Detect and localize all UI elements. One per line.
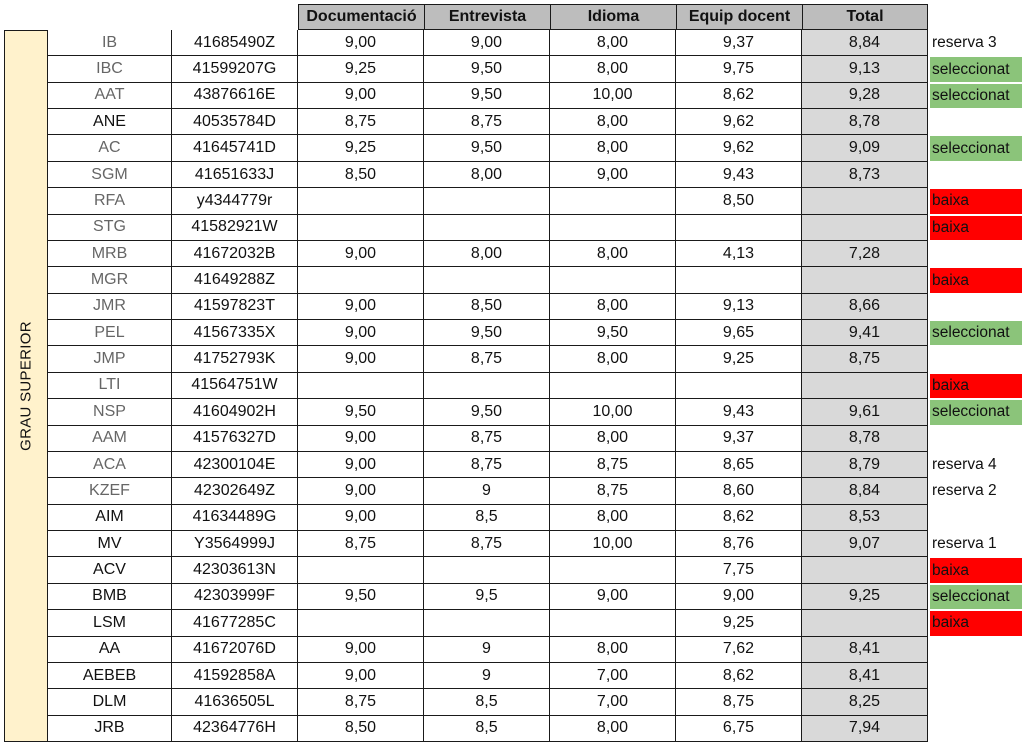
idioma-cell: 8,00 — [550, 716, 676, 742]
equip-docent-cell: 9,62 — [676, 135, 802, 161]
equip-docent-cell: 8,62 — [676, 83, 802, 109]
total-cell: 9,28 — [802, 83, 928, 109]
entrevista-cell — [424, 267, 550, 293]
code-cell: AAM — [48, 426, 172, 452]
idioma-cell: 8,00 — [550, 426, 676, 452]
entrevista-cell: 8,5 — [424, 505, 550, 531]
id-cell: 41677285C — [172, 610, 298, 636]
code-cell: AAT — [48, 83, 172, 109]
idioma-cell: 7,00 — [550, 663, 676, 689]
equip-docent-cell: 6,75 — [676, 716, 802, 742]
documentacio-cell: 9,00 — [298, 30, 424, 56]
idioma-cell: 8,00 — [550, 241, 676, 267]
code-cell: JMR — [48, 294, 172, 320]
status-label: reserva 4 — [932, 456, 997, 474]
table-row — [0, 531, 1024, 557]
total-cell — [802, 610, 928, 636]
table-row — [0, 320, 1024, 346]
idioma-cell: 8,00 — [550, 505, 676, 531]
entrevista-cell: 9,50 — [424, 320, 550, 346]
code-cell: MGR — [48, 267, 172, 293]
table-row — [0, 637, 1024, 663]
table-row — [0, 162, 1024, 188]
equip-docent-cell: 9,43 — [676, 399, 802, 425]
idioma-cell — [550, 267, 676, 293]
code-cell: AEBEB — [48, 663, 172, 689]
table-row — [0, 241, 1024, 267]
total-cell: 9,13 — [802, 56, 928, 82]
status-label — [930, 242, 1022, 266]
idioma-cell: 8,75 — [550, 478, 676, 504]
documentacio-cell: 8,75 — [298, 689, 424, 715]
documentacio-cell — [298, 267, 424, 293]
entrevista-cell: 8,75 — [424, 346, 550, 372]
table-row — [0, 109, 1024, 135]
equip-docent-cell: 4,13 — [676, 241, 802, 267]
id-cell: 41685490Z — [172, 30, 298, 56]
id-cell: 41672076D — [172, 637, 298, 663]
documentacio-cell: 9,00 — [298, 346, 424, 372]
id-cell: 42303999F — [172, 584, 298, 610]
group-label: GRAU SUPERIOR — [17, 321, 35, 451]
status-label — [930, 506, 1022, 530]
total-cell: 9,41 — [802, 320, 928, 346]
total-cell: 8,79 — [802, 452, 928, 478]
status-label: seleccionat — [930, 136, 1022, 160]
code-cell: IBC — [48, 56, 172, 82]
status-label: reserva 3 — [932, 34, 997, 52]
code-cell: SGM — [48, 162, 172, 188]
id-cell: 40535784D — [172, 109, 298, 135]
equip-docent-cell — [676, 267, 802, 293]
total-cell — [802, 188, 928, 214]
total-cell: 8,75 — [802, 346, 928, 372]
idioma-cell — [550, 557, 676, 583]
documentacio-cell — [298, 557, 424, 583]
documentacio-cell — [298, 610, 424, 636]
id-cell: y4344779r — [172, 188, 298, 214]
entrevista-cell: 8,5 — [424, 689, 550, 715]
documentacio-cell: 9,00 — [298, 83, 424, 109]
equip-docent-cell: 9,13 — [676, 294, 802, 320]
equip-docent-cell: 9,75 — [676, 56, 802, 82]
idioma-cell: 9,00 — [550, 584, 676, 610]
equip-docent-cell: 8,60 — [676, 478, 802, 504]
idioma-cell — [550, 188, 676, 214]
equip-docent-cell: 9,37 — [676, 426, 802, 452]
status-label: seleccionat — [930, 585, 1022, 609]
entrevista-cell — [424, 610, 550, 636]
documentacio-cell: 9,00 — [298, 663, 424, 689]
total-cell — [802, 557, 928, 583]
documentacio-cell: 9,25 — [298, 135, 424, 161]
equip-docent-cell — [676, 215, 802, 241]
total-cell: 8,41 — [802, 637, 928, 663]
id-cell: 41634489G — [172, 505, 298, 531]
idioma-cell: 7,00 — [550, 689, 676, 715]
entrevista-cell: 8,75 — [424, 109, 550, 135]
documentacio-cell: 8,50 — [298, 716, 424, 742]
documentacio-cell: 9,00 — [298, 478, 424, 504]
total-cell — [802, 215, 928, 241]
equip-docent-cell: 8,62 — [676, 663, 802, 689]
status-label: seleccionat — [930, 400, 1022, 424]
documentacio-cell: 9,00 — [298, 426, 424, 452]
total-cell: 8,84 — [802, 478, 928, 504]
header-entrevista: Entrevista — [424, 4, 551, 30]
header-documentacio: Documentació — [298, 4, 425, 30]
status-label — [930, 427, 1022, 451]
header-idioma: Idioma — [550, 4, 677, 30]
table-row — [0, 452, 1024, 478]
status-label — [930, 110, 1022, 134]
id-cell: 41649288Z — [172, 267, 298, 293]
status-label: seleccionat — [930, 321, 1022, 345]
equip-docent-cell: 9,62 — [676, 109, 802, 135]
id-cell: 43876616E — [172, 83, 298, 109]
total-cell: 8,41 — [802, 663, 928, 689]
documentacio-cell — [298, 373, 424, 399]
table-row — [0, 478, 1024, 504]
entrevista-cell: 8,00 — [424, 162, 550, 188]
entrevista-cell — [424, 215, 550, 241]
entrevista-cell — [424, 373, 550, 399]
status-label: baixa — [930, 374, 1022, 398]
total-cell: 8,25 — [802, 689, 928, 715]
status-label — [930, 690, 1022, 714]
equip-docent-cell: 9,25 — [676, 610, 802, 636]
entrevista-cell: 8,5 — [424, 716, 550, 742]
status-label: baixa — [930, 189, 1022, 213]
table-row — [0, 215, 1024, 241]
entrevista-cell: 8,75 — [424, 531, 550, 557]
table-row — [0, 557, 1024, 583]
code-cell: DLM — [48, 689, 172, 715]
id-cell: 41597823T — [172, 294, 298, 320]
table-row — [0, 373, 1024, 399]
total-cell — [802, 373, 928, 399]
total-cell — [802, 267, 928, 293]
idioma-cell: 10,00 — [550, 83, 676, 109]
entrevista-cell: 9,50 — [424, 135, 550, 161]
status-label — [930, 638, 1022, 662]
id-cell: 41672032B — [172, 241, 298, 267]
id-cell: 41576327D — [172, 426, 298, 452]
table-row — [0, 188, 1024, 214]
status-label: baixa — [930, 611, 1022, 635]
equip-docent-cell: 8,50 — [676, 188, 802, 214]
code-cell: AC — [48, 135, 172, 161]
equip-docent-cell: 7,62 — [676, 637, 802, 663]
table-row — [0, 83, 1024, 109]
table-row — [0, 294, 1024, 320]
equip-docent-cell: 9,43 — [676, 162, 802, 188]
status-label — [930, 347, 1022, 371]
total-cell: 8,53 — [802, 505, 928, 531]
idioma-cell: 8,75 — [550, 452, 676, 478]
status-label — [930, 295, 1022, 319]
equip-docent-cell: 9,00 — [676, 584, 802, 610]
idioma-cell — [550, 215, 676, 241]
idioma-cell: 10,00 — [550, 399, 676, 425]
table-row — [0, 610, 1024, 636]
status-label — [930, 717, 1022, 741]
entrevista-cell: 8,50 — [424, 294, 550, 320]
documentacio-cell: 9,00 — [298, 294, 424, 320]
status-label — [930, 664, 1022, 688]
equip-docent-cell: 8,65 — [676, 452, 802, 478]
equip-docent-cell — [676, 373, 802, 399]
code-cell: AIM — [48, 505, 172, 531]
status-label: seleccionat — [930, 57, 1022, 81]
table-row — [0, 505, 1024, 531]
entrevista-cell: 9 — [424, 663, 550, 689]
entrevista-cell: 9,50 — [424, 56, 550, 82]
documentacio-cell: 9,50 — [298, 584, 424, 610]
table-row — [0, 663, 1024, 689]
id-cell: 41592858A — [172, 663, 298, 689]
total-cell: 9,09 — [802, 135, 928, 161]
id-cell: 41752793K — [172, 346, 298, 372]
documentacio-cell: 8,75 — [298, 531, 424, 557]
code-cell: RFA — [48, 188, 172, 214]
code-cell: ANE — [48, 109, 172, 135]
entrevista-cell — [424, 557, 550, 583]
table-row — [0, 399, 1024, 425]
table-row — [0, 584, 1024, 610]
documentacio-cell: 8,75 — [298, 109, 424, 135]
code-cell: NSP — [48, 399, 172, 425]
equip-docent-cell: 9,65 — [676, 320, 802, 346]
table-row — [0, 426, 1024, 452]
documentacio-cell: 9,00 — [298, 320, 424, 346]
equip-docent-cell: 8,76 — [676, 531, 802, 557]
entrevista-cell: 9 — [424, 637, 550, 663]
table-row — [0, 267, 1024, 293]
code-cell: STG — [48, 215, 172, 241]
documentacio-cell: 9,00 — [298, 637, 424, 663]
total-cell: 9,61 — [802, 399, 928, 425]
documentacio-cell: 9,00 — [298, 241, 424, 267]
table-row — [0, 135, 1024, 161]
idioma-cell: 8,00 — [550, 135, 676, 161]
documentacio-cell: 9,00 — [298, 505, 424, 531]
code-cell: LTI — [48, 373, 172, 399]
entrevista-cell: 9,50 — [424, 83, 550, 109]
documentacio-cell — [298, 188, 424, 214]
equip-docent-cell: 7,75 — [676, 557, 802, 583]
code-cell: ACA — [48, 452, 172, 478]
table-row — [0, 56, 1024, 82]
documentacio-cell: 9,25 — [298, 56, 424, 82]
header-total: Total — [802, 4, 928, 30]
id-cell: 41645741D — [172, 135, 298, 161]
id-cell: 42302649Z — [172, 478, 298, 504]
equip-docent-cell: 8,62 — [676, 505, 802, 531]
equip-docent-cell: 9,37 — [676, 30, 802, 56]
documentacio-cell: 9,50 — [298, 399, 424, 425]
idioma-cell: 9,00 — [550, 162, 676, 188]
idioma-cell: 8,00 — [550, 109, 676, 135]
table-row — [0, 716, 1024, 742]
total-cell: 8,84 — [802, 30, 928, 56]
id-cell: 41582921W — [172, 215, 298, 241]
idioma-cell — [550, 610, 676, 636]
idioma-cell — [550, 373, 676, 399]
idioma-cell: 8,00 — [550, 346, 676, 372]
table-row — [0, 689, 1024, 715]
idioma-cell: 8,00 — [550, 294, 676, 320]
entrevista-cell: 9,00 — [424, 30, 550, 56]
code-cell: MV — [48, 531, 172, 557]
total-cell: 9,25 — [802, 584, 928, 610]
code-cell: IB — [48, 30, 172, 56]
status-label: reserva 2 — [932, 482, 997, 500]
status-label — [930, 163, 1022, 187]
entrevista-cell: 8,00 — [424, 241, 550, 267]
status-label: baixa — [930, 216, 1022, 240]
total-cell: 8,78 — [802, 426, 928, 452]
total-cell: 7,28 — [802, 241, 928, 267]
entrevista-cell — [424, 188, 550, 214]
total-cell: 8,78 — [802, 109, 928, 135]
entrevista-cell: 9,50 — [424, 399, 550, 425]
header-equip-docent: Equip docent — [676, 4, 803, 30]
id-cell: 41636505L — [172, 689, 298, 715]
id-cell: Y3564999J — [172, 531, 298, 557]
id-cell: 41604902H — [172, 399, 298, 425]
idioma-cell: 8,00 — [550, 637, 676, 663]
code-cell: ACV — [48, 557, 172, 583]
id-cell: 42303613N — [172, 557, 298, 583]
documentacio-cell: 8,50 — [298, 162, 424, 188]
id-cell: 41567335X — [172, 320, 298, 346]
status-label: reserva 1 — [932, 535, 997, 553]
code-cell: JMP — [48, 346, 172, 372]
entrevista-cell: 9 — [424, 478, 550, 504]
id-cell: 42300104E — [172, 452, 298, 478]
code-cell: MRB — [48, 241, 172, 267]
id-cell: 42364776H — [172, 716, 298, 742]
equip-docent-cell: 8,75 — [676, 689, 802, 715]
status-label: seleccionat — [930, 84, 1022, 108]
entrevista-cell: 8,75 — [424, 452, 550, 478]
table-row — [0, 30, 1024, 56]
table-row — [0, 346, 1024, 372]
total-cell: 8,73 — [802, 162, 928, 188]
code-cell: KZEF — [48, 478, 172, 504]
code-cell: PEL — [48, 320, 172, 346]
documentacio-cell: 9,00 — [298, 452, 424, 478]
code-cell: AA — [48, 637, 172, 663]
total-cell: 8,66 — [802, 294, 928, 320]
idioma-cell: 8,00 — [550, 30, 676, 56]
idioma-cell: 8,00 — [550, 56, 676, 82]
entrevista-cell: 9,5 — [424, 584, 550, 610]
id-cell: 41564751W — [172, 373, 298, 399]
id-cell: 41599207G — [172, 56, 298, 82]
code-cell: JRB — [48, 716, 172, 742]
code-cell: LSM — [48, 610, 172, 636]
idioma-cell: 9,50 — [550, 320, 676, 346]
equip-docent-cell: 9,25 — [676, 346, 802, 372]
idioma-cell: 10,00 — [550, 531, 676, 557]
id-cell: 41651633J — [172, 162, 298, 188]
status-label: baixa — [930, 268, 1022, 292]
total-cell: 9,07 — [802, 531, 928, 557]
total-cell: 7,94 — [802, 716, 928, 742]
documentacio-cell — [298, 215, 424, 241]
code-cell: BMB — [48, 584, 172, 610]
entrevista-cell: 8,75 — [424, 426, 550, 452]
status-label: baixa — [930, 558, 1022, 582]
